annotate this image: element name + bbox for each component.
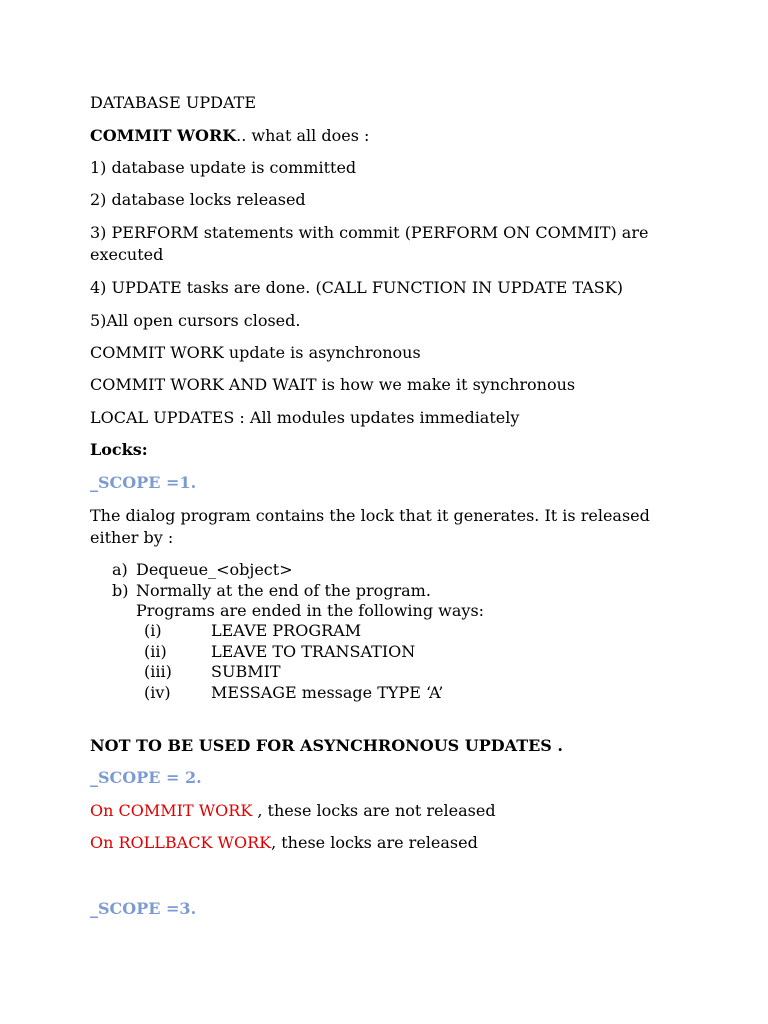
async-warning: NOT TO BE USED FOR ASYNCHRONOUS UPDATES . (90, 736, 563, 755)
list-item (144, 642, 443, 663)
step-1: 1) database update is committed (90, 158, 357, 177)
scope-2-rollback-line (90, 832, 478, 854)
commit-work-red: On COMMIT WORK (90, 801, 253, 820)
list-item (112, 560, 484, 581)
scope-1-label: _SCOPE =1. (90, 473, 197, 492)
note-async: COMMIT WORK update is asynchronous (90, 343, 421, 362)
roman-numeral: (iii) (144, 662, 172, 681)
locks-heading: Locks: (90, 440, 148, 459)
rollback-work-red: On ROLLBACK WORK (90, 833, 272, 852)
scope-3-label: _SCOPE =3. (90, 899, 197, 918)
list-item (144, 662, 443, 683)
roman-numeral: (ii) (144, 641, 167, 661)
release-list (112, 560, 484, 622)
rollback-work-rest: , these locks are released (271, 833, 478, 852)
ended-intro: Programs are ended in the following ways: (136, 601, 485, 620)
commit-work-rest: , these locks are not released (252, 801, 496, 820)
roman-numeral: (i) (144, 621, 162, 640)
document-heading: DATABASE UPDATE (90, 93, 257, 112)
list-marker: b) (112, 580, 129, 600)
step-5: 5)All open cursors closed. (90, 311, 301, 330)
scope-1-description: The dialog program contains the lock that it generates. It is released either by : (90, 506, 650, 547)
commit-intro-rest: .. what all does : (236, 126, 370, 145)
step-4: 4) UPDATE tasks are done. (CALL FUNCTION IN UPDATE TASK) (90, 278, 623, 297)
step-3: 3) PERFORM statements with commit (PERFORM ON COMMIT) are executed (90, 223, 649, 264)
note-sync: COMMIT WORK AND WAIT is how we make it synchronous (90, 375, 576, 394)
commit-intro (90, 125, 369, 147)
list-item-text: LEAVE PROGRAM (211, 621, 362, 640)
list-item-text: LEAVE TO TRANSATION (211, 641, 416, 661)
list-item-text: SUBMIT (211, 662, 281, 681)
list-item (144, 683, 443, 704)
end-ways-list (144, 621, 443, 703)
note-local: LOCAL UPDATES : All modules updates immediately (90, 408, 520, 427)
list-item-text: MESSAGE message TYPE ‘A’ (211, 682, 444, 702)
list-item-text: Dequeue_<object> (136, 560, 293, 579)
scope-2-label: _SCOPE = 2. (90, 768, 202, 787)
list-item-text: Normally at the end of the program. (136, 580, 431, 600)
commit-intro-bold: COMMIT WORK (90, 126, 237, 145)
list-marker: a) (112, 560, 128, 579)
roman-numeral: (iv) (144, 682, 171, 702)
step-2: 2) database locks released (90, 190, 306, 209)
list-item (112, 581, 484, 602)
scope-2-commit-line (90, 800, 496, 822)
list-item (144, 621, 443, 642)
